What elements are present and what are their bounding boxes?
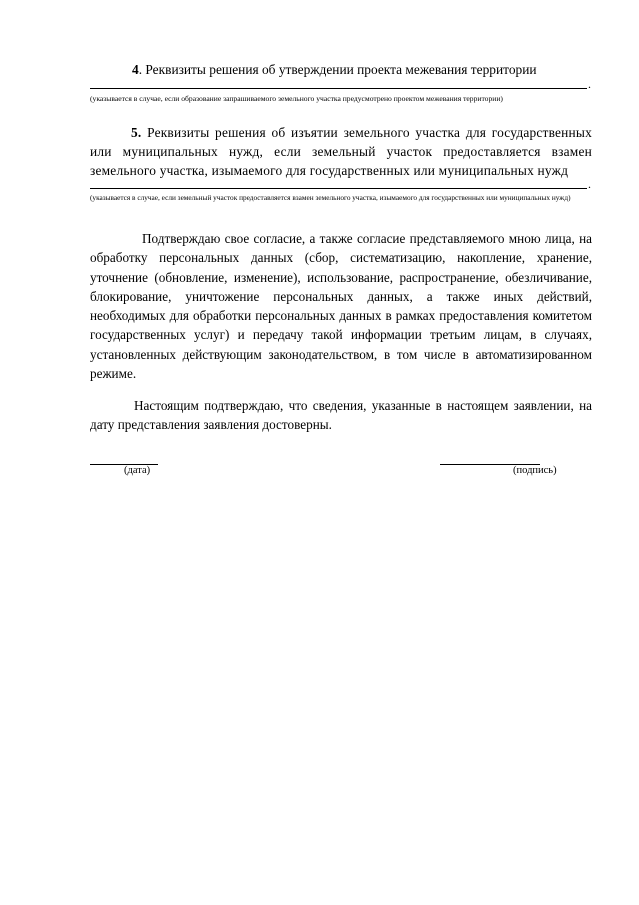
- section-5-text: Реквизиты решения об изъятии земельного участка для государственных или муниципальных нужд, если земельный участок предоставляется взамен земельного участка, изымаемого для государственных или муниципальных нужд: [90, 125, 592, 178]
- section-5-note: (указывается в случае, если земельный участок предоставляется взамен земельного участка, изымаемого для государственных или муниципальных нужд): [90, 193, 571, 202]
- date-label: (дата): [124, 465, 151, 476]
- section-4-heading: [132, 60, 602, 79]
- signature-label: (подпись): [513, 465, 557, 476]
- section-5-number: 5.: [131, 125, 142, 140]
- section-5-fill-line: [90, 188, 587, 189]
- section-4-note: (указывается в случае, если образование запрашиваемого земельного участка предусмотрено проектом межевания территории): [90, 94, 503, 103]
- section-5-end-mark: .: [588, 177, 591, 191]
- confirmation-paragraph: Настоящим подтверждаю, что сведения, указанные в настоящем заявлении, на дату представления заявления достоверны.: [90, 398, 592, 433]
- section-5-heading: [90, 123, 592, 180]
- section-4-text: . Реквизиты решения об утверждении проекта межевания территории: [138, 62, 537, 77]
- section-4-fill-line: [90, 88, 587, 89]
- consent-paragraph: Подтверждаю свое согласие, а также согласие представляемого мною лица, на обработку персональных данных (сбор, систематизацию, накопление, хранение, уточнение (обновление, изменение), использование, распространение, обезличивание, блокирование, уничтожение персональных данных, а также иных действий, необходимых для обработки персональных данных в рамках предоставления комитетом государственных услуг) и передачу такой информации третьим лицам, в случаях, установленных действующим законодательством, в том числе в автоматизированном режиме.: [90, 231, 592, 382]
- section-4-end-mark: .: [588, 77, 591, 91]
- section-4-number: 4: [132, 62, 139, 77]
